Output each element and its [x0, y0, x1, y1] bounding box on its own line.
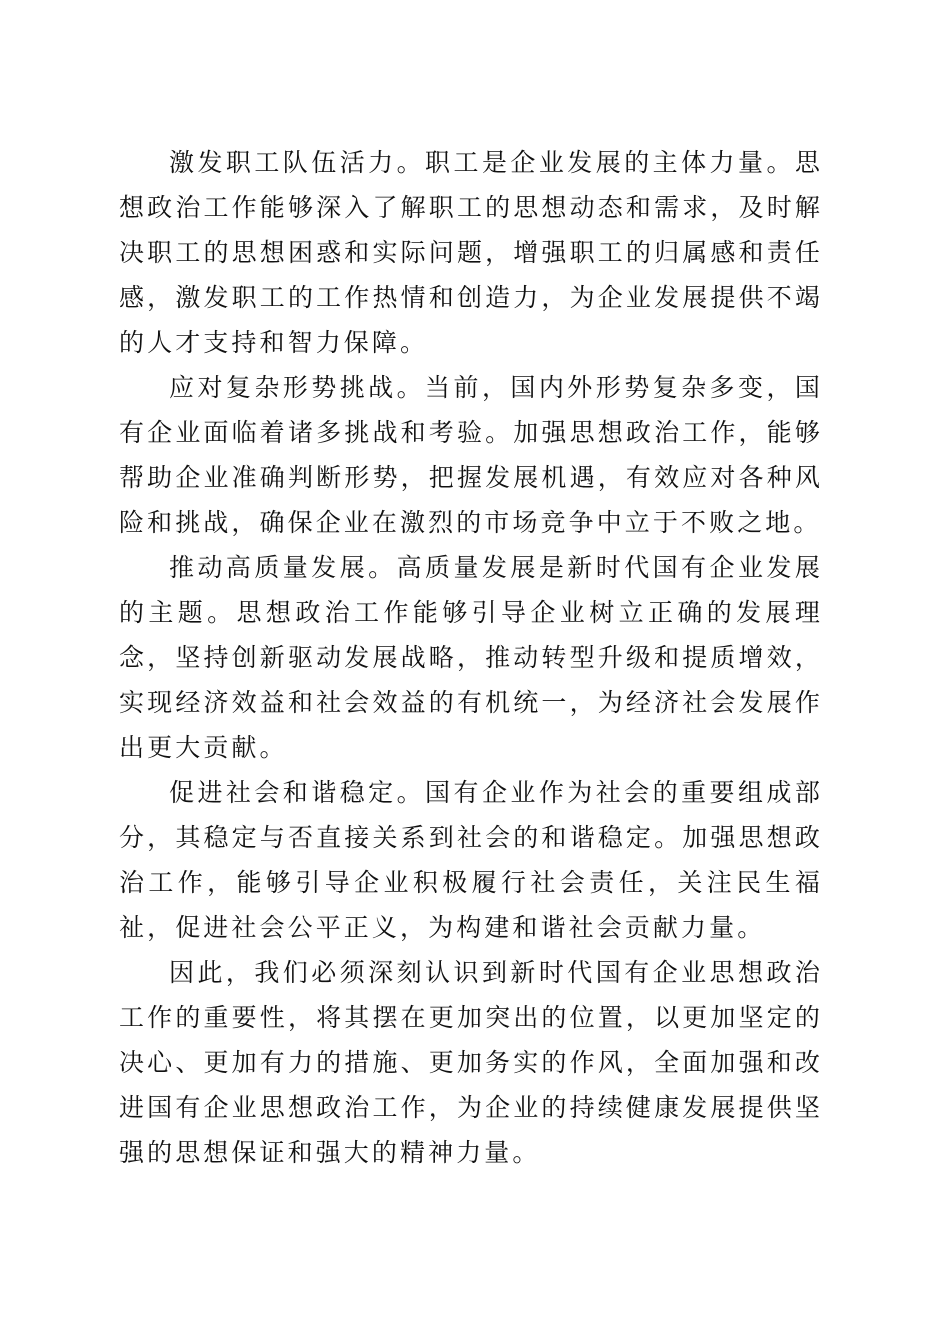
document-body	[119, 140, 823, 1175]
paragraph-high-quality-development: 推动高质量发展。高质量发展是新时代国有企业发展的主题。思想政治工作能够引导企业树立正确的发展理念，坚持创新驱动发展战略，推动转型升级和提质增效，实现经济效益和社会效益的有机统一，为经济社会发展作出更大贡献。	[119, 553, 823, 762]
paragraph-conclusion: 因此，我们必须深刻认识到新时代国有企业思想政治工作的重要性，将其摆在更加突出的位置，以更加坚定的决心、更加有力的措施、更加务实的作风，全面加强和改进国有企业思想政治工作，为企业的持续健康发展提供坚强的思想保证和强大的精神力量。	[119, 958, 823, 1167]
paragraph-complex-challenges: 应对复杂形势挑战。当前，国内外形势复杂多变，国有企业面临着诸多挑战和考验。加强思想政治工作，能够帮助企业准确判断形势，把握发展机遇，有效应对各种风险和挑战，确保企业在激烈的市场竞争中立于不败之地。	[119, 373, 823, 537]
paragraph-staff-vitality: 激发职工队伍活力。职工是企业发展的主体力量。思想政治工作能够深入了解职工的思想动态和需求，及时解决职工的思想困惑和实际问题，增强职工的归属感和责任感，激发职工的工作热情和创造力，为企业发展提供不竭的人才支持和智力保障。	[119, 148, 823, 357]
paragraph-social-harmony: 促进社会和谐稳定。国有企业作为社会的重要组成部分，其稳定与否直接关系到社会的和谐稳定。加强思想政治工作，能够引导企业积极履行社会责任，关注民生福祉，促进社会公平正义，为构建和谐社会贡献力量。	[119, 778, 823, 942]
